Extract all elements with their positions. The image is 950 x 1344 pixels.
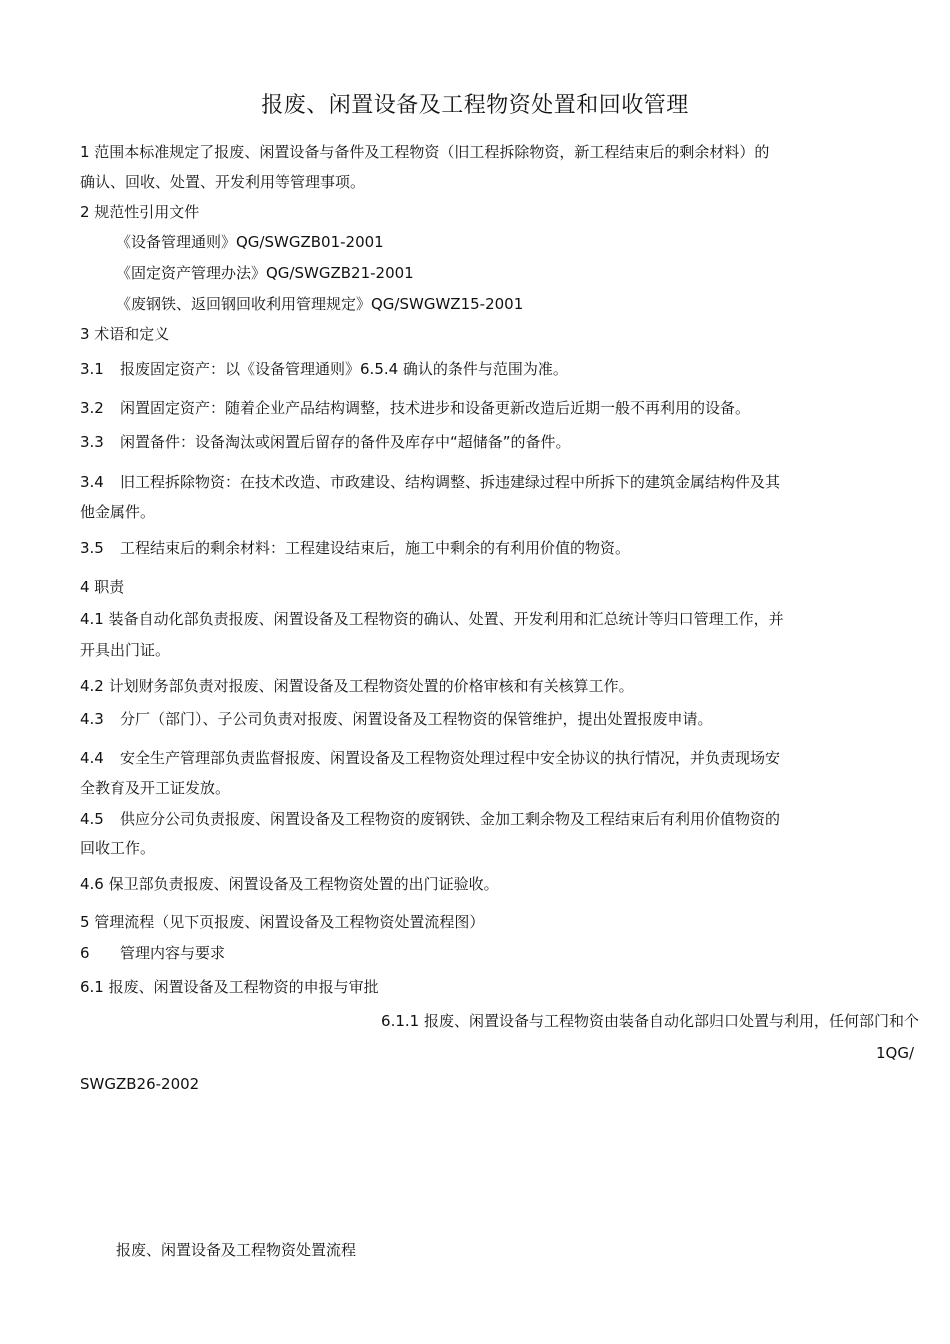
clause-4-1-line-2: 开具出门证。 — [80, 641, 171, 659]
clause-text: 工程结束后的剩余材料：工程建设结束后，施工中剩余的有利用价值的物资。 — [120, 539, 631, 557]
page-title: 报废、闲置设备及工程物资处置和回收管理 — [261, 93, 689, 118]
clause-3-4 — [80, 472, 780, 492]
section-6-heading — [80, 943, 225, 963]
clause-number: 3.1 — [80, 360, 104, 378]
flowchart-title: 报废、闲置设备及工程物资处置流程 — [116, 1241, 357, 1259]
section-3-heading: 3 术语和定义 — [80, 325, 170, 343]
clause-number: 4.4 — [80, 749, 104, 767]
clause-4-6: 4.6 保卫部负责报废、闲置设备及工程物资处置的出门证验收。 — [80, 875, 499, 893]
clause-3-3 — [80, 432, 571, 452]
clause-text: 报废固定资产：以《设备管理通则》6.5.4 确认的条件与范围为准。 — [120, 360, 568, 378]
clause-4-2: 4.2 计划财务部负责对报废、闲置设备及工程物资处置的价格审核和有关核算工作。 — [80, 677, 634, 695]
reference-item: 《废钢铁、返回钢回收利用管理规定》QG/SWGWZ15-2001 — [116, 295, 524, 313]
clause-4-5 — [80, 809, 780, 829]
clause-number: 3.2 — [80, 399, 104, 417]
clause-number: 6 — [80, 944, 90, 962]
clause-4-4 — [80, 748, 780, 768]
reference-item: 《设备管理通则》QG/SWGZB01-2001 — [116, 233, 384, 251]
clause-3-5 — [80, 538, 630, 558]
clause-text: 闲置备件：设备淘汰或闲置后留存的备件及库存中“超储备”的备件。 — [120, 433, 571, 451]
section-1-line-1: 1 范围本标准规定了报废、闲置设备与备件及工程物资（旧工程拆除物资，新工程结束后的剩余材料）的 — [80, 143, 770, 161]
clause-6-1-1: 6.1.1 报废、闲置设备与工程物资由装备自动化部归口处置与利用，任何部门和个 — [381, 1012, 919, 1030]
clause-number: 4.5 — [80, 810, 104, 828]
clause-text: 旧工程拆除物资：在技术改造、市政建设、结构调整、拆违建绿过程中所拆下的建筑金属结构件及其 — [120, 473, 781, 491]
clause-text: 闲置固定资产：随着企业产品结构调整，技术进步和设备更新改造后近期一般不再利用的设备。 — [120, 399, 751, 417]
clause-number: 3.5 — [80, 539, 104, 557]
clause-3-4-continued: 他金属件。 — [80, 503, 156, 521]
clause-4-1-line-1: 4.1 装备自动化部负责报废、闲置设备及工程物资的确认、处置、开发利用和汇总统计等归口管理工作，并 — [80, 610, 784, 628]
clause-text: 分厂（部门）、子公司负责对报废、闲置设备及工程物资的保管维护，提出处置报废申请。 — [120, 710, 713, 728]
clause-4-4-continued: 全教育及开工证发放。 — [80, 779, 231, 797]
section-1-line-2: 确认、回收、处置、开发利用等管理事项。 — [80, 173, 366, 191]
footer-code: 1QG/ — [875, 1044, 914, 1062]
section-4-heading: 4 职责 — [80, 578, 125, 596]
clause-number: 3.4 — [80, 473, 104, 491]
clause-text: 管理内容与要求 — [120, 944, 226, 962]
section-5: 5 管理流程（见下页报废、闲置设备及工程物资处置流程图） — [80, 913, 485, 931]
reference-item: 《固定资产管理办法》QG/SWGZB21-2001 — [116, 264, 414, 282]
clause-number: 4.3 — [80, 710, 104, 728]
section-2-heading: 2 规范性引用文件 — [80, 203, 200, 221]
clause-text: 安全生产管理部负责监督报废、闲置设备及工程物资处理过程中安全协议的执行情况，并负责现场安 — [120, 749, 781, 767]
clause-3-2 — [80, 398, 750, 418]
clause-number: 3.3 — [80, 433, 104, 451]
clause-4-5-continued: 回收工作。 — [80, 839, 156, 857]
clause-3-1 — [80, 359, 568, 379]
footer-code: SWGZB26-2002 — [80, 1075, 200, 1093]
clause-text: 供应分公司负责报废、闲置设备及工程物资的废钢铁、金加工剩余物及工程结束后有利用价值物资的 — [120, 810, 781, 828]
clause-4-3 — [80, 709, 713, 729]
clause-6-1: 6.1 报废、闲置设备及工程物资的申报与审批 — [80, 978, 379, 996]
